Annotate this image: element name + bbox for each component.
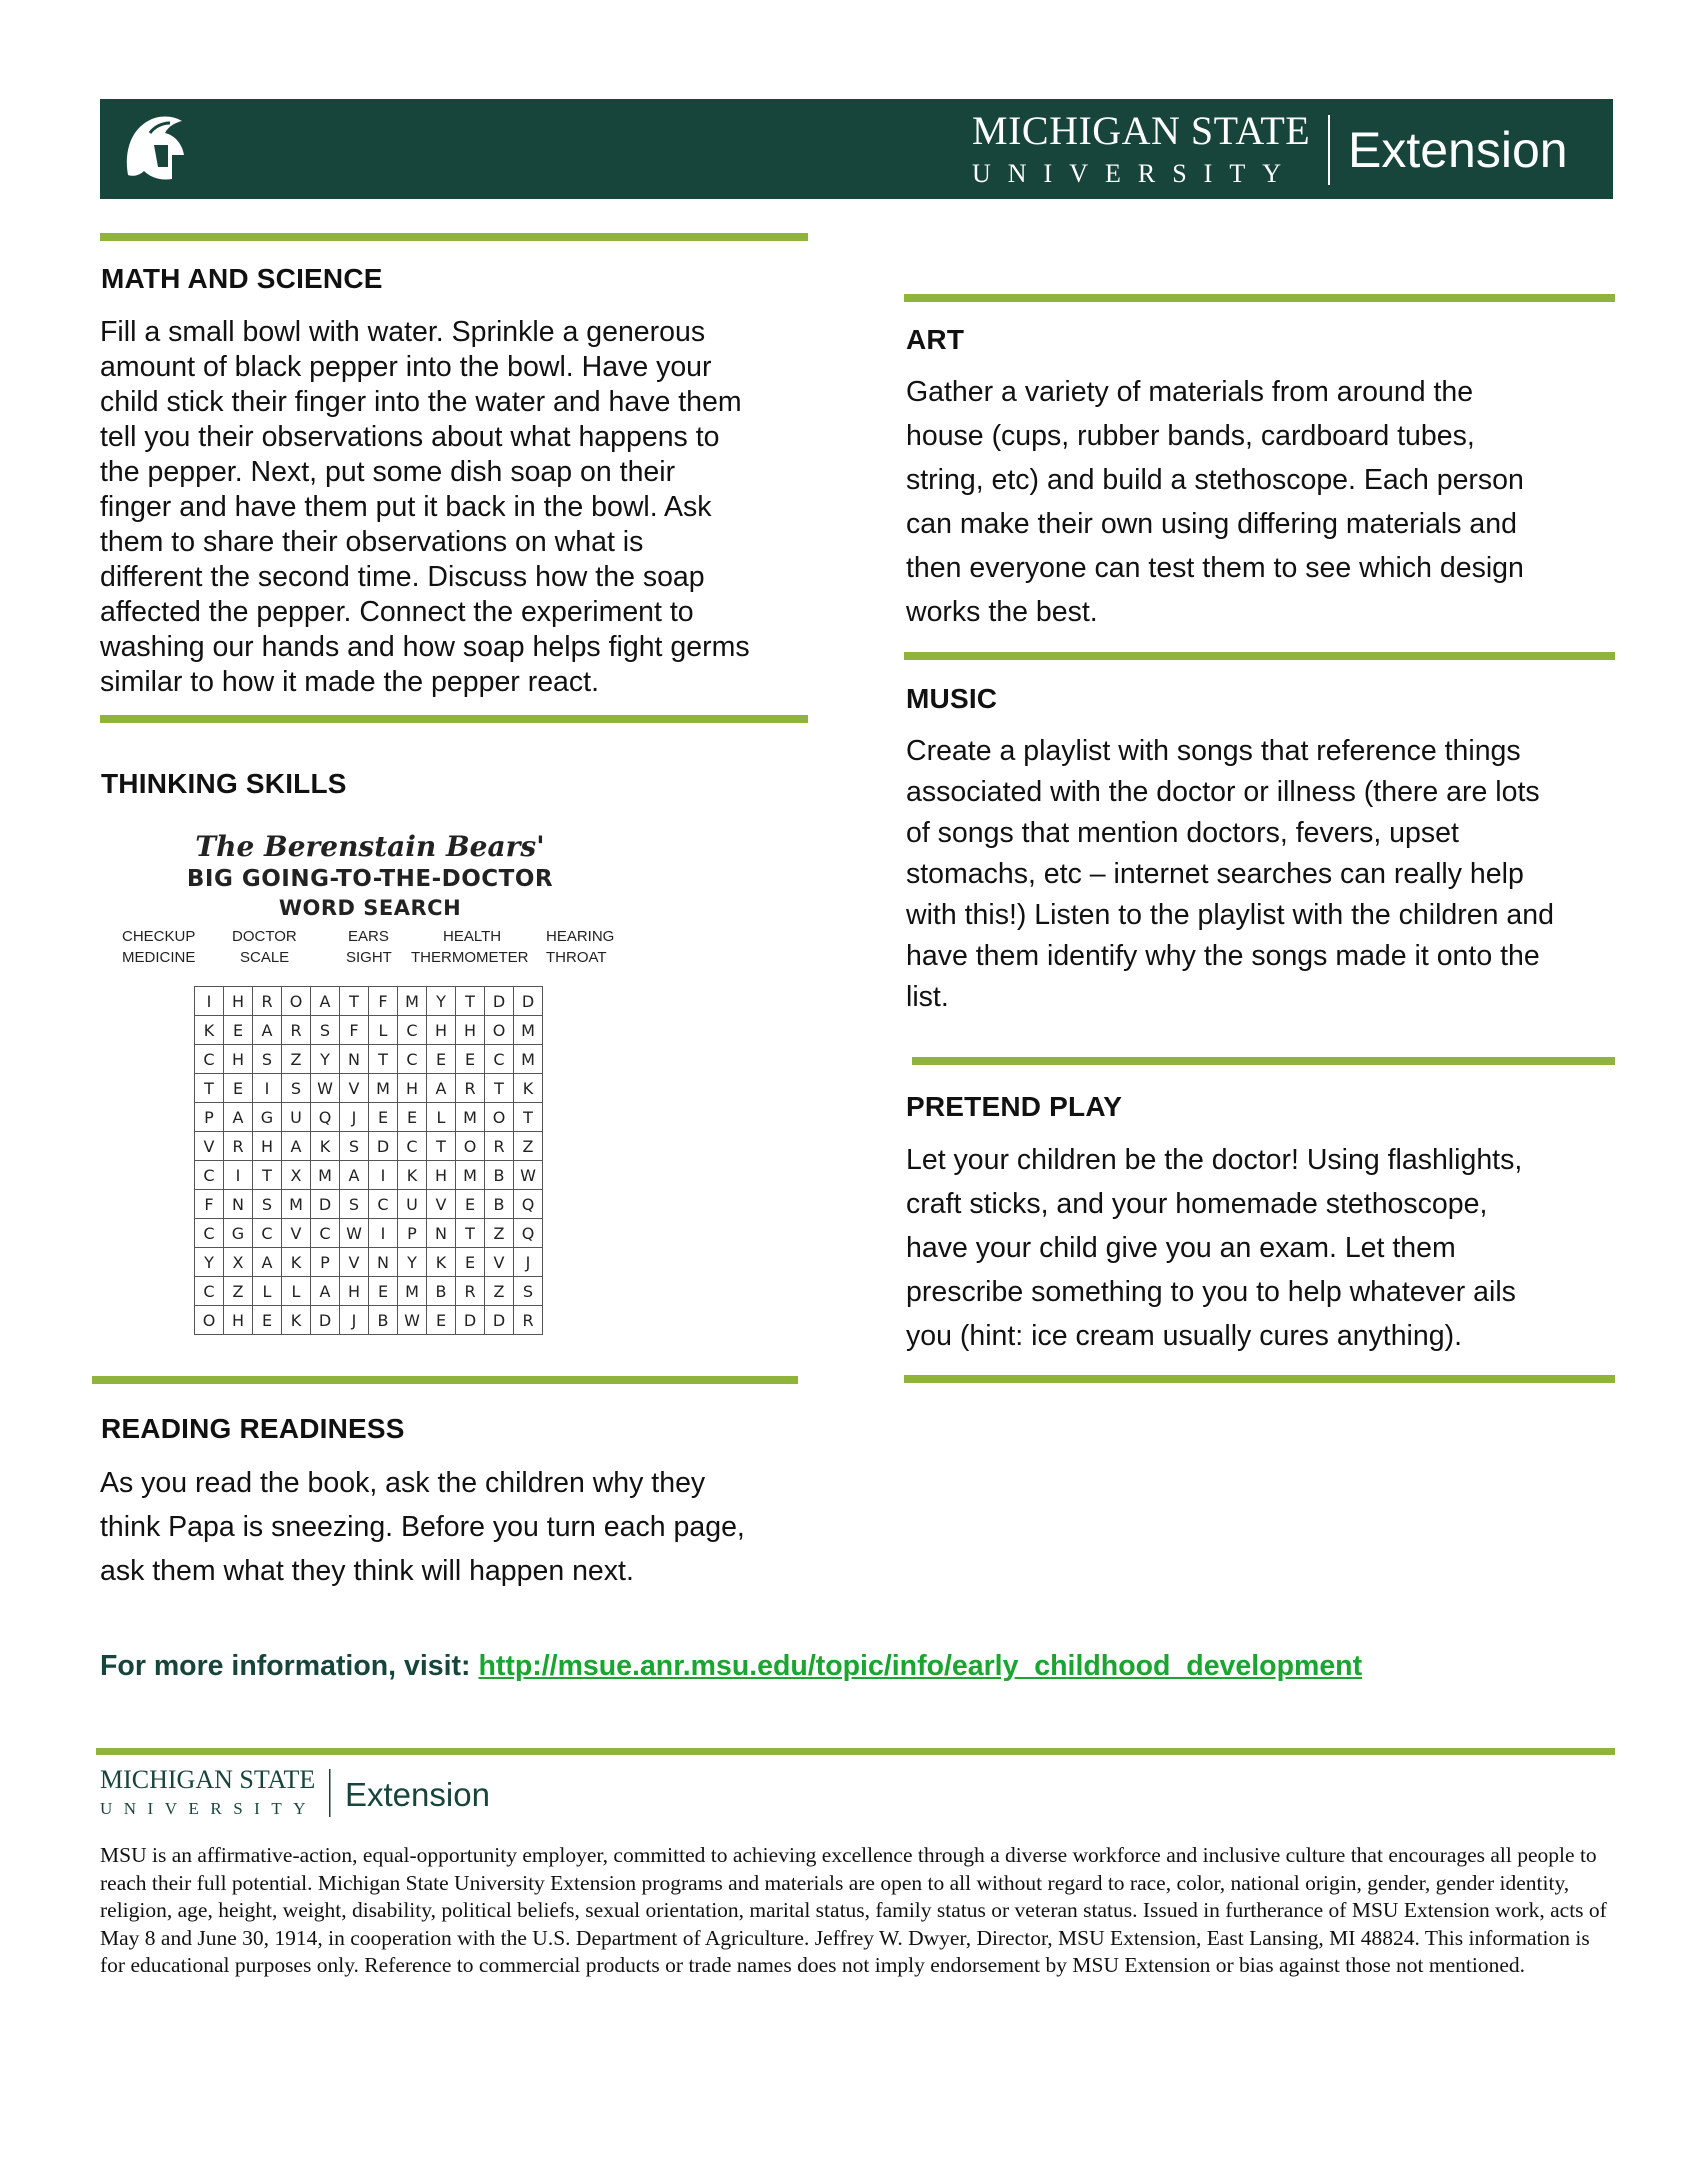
grid-cell: Y	[427, 987, 456, 1016]
divider	[100, 233, 808, 241]
text-line: Create a playlist with songs that reference things	[906, 735, 1521, 767]
divider	[100, 715, 808, 723]
text-line: Fill a small bowl with water. Sprinkle a generous	[100, 316, 706, 348]
grid-cell: R	[456, 1277, 485, 1306]
grid-cell: N	[224, 1190, 253, 1219]
word-list-item: SCALE	[240, 949, 290, 966]
grid-cell: M	[369, 1074, 398, 1103]
grid-cell: B	[427, 1277, 456, 1306]
divider	[904, 294, 1615, 302]
grid-cell: K	[282, 1248, 311, 1277]
grid-cell: E	[427, 1045, 456, 1074]
text-line: craft sticks, and your homemade stethoscope,	[906, 1188, 1488, 1220]
grid-cell: T	[369, 1045, 398, 1074]
music-body	[906, 731, 1616, 1018]
grid-cell: O	[485, 1103, 514, 1132]
art-heading: ART	[906, 324, 965, 355]
grid-cell: K	[427, 1248, 456, 1277]
text-line: the pepper. Next, put some dish soap on their	[100, 456, 676, 488]
grid-cell: E	[456, 1248, 485, 1277]
footer-brand-unit: Extension	[345, 1776, 490, 1813]
word-search-word-list	[110, 928, 630, 972]
grid-cell: R	[485, 1132, 514, 1161]
grid-cell: E	[224, 1074, 253, 1103]
word-search-title-line3: WORD SEARCH	[278, 896, 462, 920]
grid-cell: Y	[195, 1248, 224, 1277]
word-search-title-line1: The Berenstain Bears'	[195, 830, 545, 863]
grid-cell: S	[253, 1045, 282, 1074]
grid-cell: O	[485, 1016, 514, 1045]
grid-cell: E	[456, 1190, 485, 1219]
footer-brand-line1: MICHIGAN STATE	[100, 1765, 316, 1794]
grid-cell: D	[485, 987, 514, 1016]
math-science-heading: MATH AND SCIENCE	[101, 263, 383, 294]
grid-cell: S	[514, 1277, 543, 1306]
grid-cell: H	[427, 1016, 456, 1045]
grid-cell: V	[340, 1248, 369, 1277]
text-line: have your child give you an exam. Let them	[906, 1232, 1456, 1264]
grid-cell: I	[369, 1219, 398, 1248]
text-line: child stick their finger into the water and have them	[100, 386, 742, 418]
grid-cell: Q	[514, 1219, 543, 1248]
grid-cell: V	[485, 1248, 514, 1277]
text-line: amount of black pepper into the bowl. Have your	[100, 351, 712, 383]
grid-cell: A	[253, 1248, 282, 1277]
text-line: ask them what they think will happen next.	[100, 1555, 634, 1587]
reading-readiness-heading: READING READINESS	[101, 1413, 405, 1444]
grid-cell: Y	[398, 1248, 427, 1277]
footer-brand-line2: UNIVERSITY	[100, 1799, 317, 1818]
grid-cell: R	[282, 1016, 311, 1045]
grid-cell: M	[398, 987, 427, 1016]
grid-cell: B	[485, 1161, 514, 1190]
grid-cell: G	[224, 1219, 253, 1248]
grid-cell: M	[456, 1103, 485, 1132]
text-line: can make their own using differing materials and	[906, 508, 1517, 540]
text-line: stomachs, etc – internet searches can really help	[906, 858, 1524, 890]
grid-cell: T	[253, 1161, 282, 1190]
math-science-body	[100, 315, 820, 700]
grid-cell: R	[253, 987, 282, 1016]
grid-cell: C	[195, 1161, 224, 1190]
grid-cell: C	[311, 1219, 340, 1248]
grid-cell: D	[369, 1132, 398, 1161]
text-line: Gather a variety of materials from around the	[906, 376, 1474, 408]
text-line: associated with the doctor or illness (there are lots	[906, 776, 1540, 808]
text-line: with this!) Listen to the playlist with the children and	[906, 899, 1554, 931]
grid-cell: H	[398, 1074, 427, 1103]
text-line: list.	[906, 981, 949, 1013]
word-list-item: HEARING	[546, 928, 615, 945]
msu-extension-footer-logo	[100, 1763, 520, 1823]
grid-cell: L	[253, 1277, 282, 1306]
text-line: think Papa is sneezing. Before you turn each page,	[100, 1511, 745, 1543]
grid-cell: U	[398, 1190, 427, 1219]
text-line: of songs that mention doctors, fevers, upset	[906, 817, 1459, 849]
grid-cell: Z	[514, 1132, 543, 1161]
art-body	[906, 370, 1616, 634]
grid-cell: E	[369, 1277, 398, 1306]
grid-cell: M	[282, 1190, 311, 1219]
more-info-link[interactable]: http://msue.anr.msu.edu/topic/info/early_childhood_development	[478, 1650, 1363, 1682]
grid-cell: S	[340, 1190, 369, 1219]
header-brand-line2: UNIVERSITY	[972, 159, 1298, 188]
text-line: them to share their observations on what is	[100, 526, 644, 558]
grid-cell: E	[253, 1306, 282, 1335]
grid-cell: W	[311, 1074, 340, 1103]
grid-cell: K	[398, 1161, 427, 1190]
grid-cell: C	[398, 1132, 427, 1161]
grid-cell: S	[282, 1074, 311, 1103]
grid-cell: A	[311, 1277, 340, 1306]
grid-cell: G	[253, 1103, 282, 1132]
grid-cell: O	[195, 1306, 224, 1335]
grid-cell: M	[514, 1045, 543, 1074]
msu-extension-wordmark	[970, 107, 1590, 193]
grid-cell: L	[427, 1103, 456, 1132]
grid-cell: E	[369, 1103, 398, 1132]
grid-cell: X	[224, 1248, 253, 1277]
grid-cell: L	[369, 1016, 398, 1045]
grid-cell: X	[282, 1161, 311, 1190]
more-info-line	[100, 1650, 1362, 1683]
word-list-item: THERMOMETER	[411, 949, 529, 966]
grid-cell: S	[311, 1016, 340, 1045]
legal-notice: MSU is an affirmative-action, equal-opportunity employer, committed to achieving excellence through a diverse workforce and inclusive culture that encourages all people to reach their full potential. Michigan State University Extension programs and materials are open to all without regard to race, color, national origin, gender, gender identity, religion, age, height, weight, disability, political beliefs, sexual orientation, marital status, family status or veteran status. Issued in furtherance of MSU Extension work, acts of May 8 and June 30, 1914, in cooperation with the U.S. Department of Agriculture. Jeffrey W. Dwyer, Director, MSU Extension, East Lansing, MI 48824. This information is for educational purposes only. Reference to commercial products or trade names does not imply endorsement by MSU Extension or bias against those not mentioned.	[100, 1843, 1607, 1977]
grid-cell: M	[456, 1161, 485, 1190]
divider	[912, 1057, 1615, 1065]
grid-cell: A	[311, 987, 340, 1016]
music-heading: MUSIC	[906, 683, 998, 714]
word-list-item: EARS	[348, 928, 389, 945]
grid-cell: D	[311, 1306, 340, 1335]
grid-cell: P	[195, 1103, 224, 1132]
grid-cell: E	[224, 1016, 253, 1045]
grid-cell: B	[369, 1306, 398, 1335]
grid-cell: C	[195, 1277, 224, 1306]
grid-cell: D	[311, 1190, 340, 1219]
grid-cell: Z	[224, 1277, 253, 1306]
grid-cell: V	[282, 1219, 311, 1248]
grid-cell: A	[253, 1016, 282, 1045]
word-list-item: MEDICINE	[122, 949, 196, 966]
text-line: works the best.	[906, 596, 1098, 628]
grid-cell: K	[311, 1132, 340, 1161]
text-line: tell you their observations about what happens to	[100, 421, 720, 453]
grid-cell: E	[398, 1103, 427, 1132]
grid-cell: V	[195, 1132, 224, 1161]
grid-cell: I	[369, 1161, 398, 1190]
reading-readiness-body	[100, 1461, 820, 1593]
grid-cell: S	[253, 1190, 282, 1219]
grid-cell: H	[427, 1161, 456, 1190]
grid-cell: Q	[514, 1190, 543, 1219]
grid-cell: T	[456, 1219, 485, 1248]
text-line: Let your children be the doctor! Using flashlights,	[906, 1144, 1523, 1176]
header-banner	[100, 99, 1613, 199]
divider	[904, 652, 1615, 660]
grid-cell: C	[398, 1016, 427, 1045]
grid-cell: H	[340, 1277, 369, 1306]
word-search-grid	[194, 986, 543, 1335]
grid-cell: S	[340, 1132, 369, 1161]
word-list-item: DOCTOR	[232, 928, 297, 945]
grid-cell: E	[456, 1045, 485, 1074]
grid-cell: K	[514, 1074, 543, 1103]
text-line: prescribe something to you to help whatever ails	[906, 1276, 1516, 1308]
grid-cell: W	[514, 1161, 543, 1190]
grid-cell: F	[340, 1016, 369, 1045]
grid-cell: K	[195, 1016, 224, 1045]
spartan-helmet-icon	[110, 105, 200, 195]
grid-cell: V	[427, 1190, 456, 1219]
grid-cell: N	[427, 1219, 456, 1248]
grid-cell: C	[398, 1045, 427, 1074]
grid-cell: C	[485, 1045, 514, 1074]
text-line: then everyone can test them to see which design	[906, 552, 1524, 584]
grid-cell: C	[253, 1219, 282, 1248]
thinking-skills-heading: THINKING SKILLS	[101, 768, 347, 799]
grid-cell: A	[427, 1074, 456, 1103]
text-line: similar to how it made the pepper react.	[100, 666, 599, 698]
word-search-puzzle	[110, 822, 630, 1342]
grid-cell: N	[340, 1045, 369, 1074]
grid-cell: P	[398, 1219, 427, 1248]
grid-cell: I	[195, 987, 224, 1016]
grid-cell: D	[485, 1306, 514, 1335]
grid-cell: Z	[485, 1219, 514, 1248]
grid-cell: R	[514, 1306, 543, 1335]
word-list-item: THROAT	[546, 949, 607, 966]
grid-cell: D	[514, 987, 543, 1016]
grid-cell: Y	[311, 1045, 340, 1074]
grid-cell: H	[224, 1045, 253, 1074]
header-brand-unit: Extension	[1348, 122, 1568, 178]
word-list-item: HEALTH	[443, 928, 502, 945]
divider	[92, 1376, 798, 1384]
text-line: string, etc) and build a stethoscope. Each person	[906, 464, 1524, 496]
grid-cell: T	[427, 1132, 456, 1161]
grid-cell: I	[224, 1161, 253, 1190]
word-list-item: CHECKUP	[122, 928, 196, 945]
grid-cell: T	[514, 1103, 543, 1132]
grid-cell: V	[340, 1074, 369, 1103]
pretend-play-heading: PRETEND PLAY	[906, 1091, 1123, 1122]
grid-cell: R	[224, 1132, 253, 1161]
grid-cell: B	[485, 1190, 514, 1219]
grid-cell: Z	[485, 1277, 514, 1306]
divider	[904, 1375, 1615, 1383]
grid-cell: M	[311, 1161, 340, 1190]
grid-cell: C	[369, 1190, 398, 1219]
grid-cell: T	[485, 1074, 514, 1103]
header-brand-line1: MICHIGAN STATE	[972, 108, 1311, 153]
grid-cell: R	[456, 1074, 485, 1103]
text-line: finger and have them put it back in the bowl. Ask	[100, 491, 712, 523]
grid-cell: H	[253, 1132, 282, 1161]
text-line: you (hint: ice cream usually cures anything).	[906, 1320, 1463, 1352]
more-info-label: For more information, visit:	[100, 1650, 479, 1682]
word-list-item: SIGHT	[346, 949, 392, 966]
grid-cell: H	[224, 1306, 253, 1335]
grid-cell: J	[340, 1306, 369, 1335]
grid-cell: A	[282, 1132, 311, 1161]
text-line: affected the pepper. Connect the experiment to	[100, 596, 694, 628]
grid-cell: T	[340, 987, 369, 1016]
grid-cell: O	[456, 1132, 485, 1161]
grid-cell: U	[282, 1103, 311, 1132]
text-line: washing our hands and how soap helps fight germs	[100, 631, 750, 663]
grid-cell: H	[224, 987, 253, 1016]
grid-cell: H	[456, 1016, 485, 1045]
text-line: different the second time. Discuss how the soap	[100, 561, 705, 593]
grid-cell: N	[369, 1248, 398, 1277]
grid-cell: C	[195, 1219, 224, 1248]
grid-cell: M	[514, 1016, 543, 1045]
grid-cell: L	[282, 1277, 311, 1306]
grid-cell: O	[282, 987, 311, 1016]
grid-cell: P	[311, 1248, 340, 1277]
grid-cell: Q	[311, 1103, 340, 1132]
grid-cell: W	[340, 1219, 369, 1248]
grid-cell: Z	[282, 1045, 311, 1074]
grid-cell: J	[340, 1103, 369, 1132]
grid-cell: F	[369, 987, 398, 1016]
grid-cell: K	[282, 1306, 311, 1335]
grid-cell: I	[253, 1074, 282, 1103]
text-line: As you read the book, ask the children why they	[100, 1467, 706, 1499]
grid-cell: E	[427, 1306, 456, 1335]
grid-cell: C	[195, 1045, 224, 1074]
grid-cell: J	[514, 1248, 543, 1277]
grid-cell: A	[224, 1103, 253, 1132]
text-line: have them identify why the songs made it onto the	[906, 940, 1540, 972]
grid-cell: D	[456, 1306, 485, 1335]
grid-cell: M	[398, 1277, 427, 1306]
grid-cell: W	[398, 1306, 427, 1335]
grid-cell: T	[195, 1074, 224, 1103]
divider	[96, 1748, 1615, 1755]
grid-cell: A	[340, 1161, 369, 1190]
grid-cell: F	[195, 1190, 224, 1219]
pretend-play-body	[906, 1138, 1616, 1358]
text-line: house (cups, rubber bands, cardboard tubes,	[906, 420, 1475, 452]
grid-cell: T	[456, 987, 485, 1016]
word-search-title-line2: BIG GOING-TO-THE-DOCTOR	[186, 866, 554, 892]
